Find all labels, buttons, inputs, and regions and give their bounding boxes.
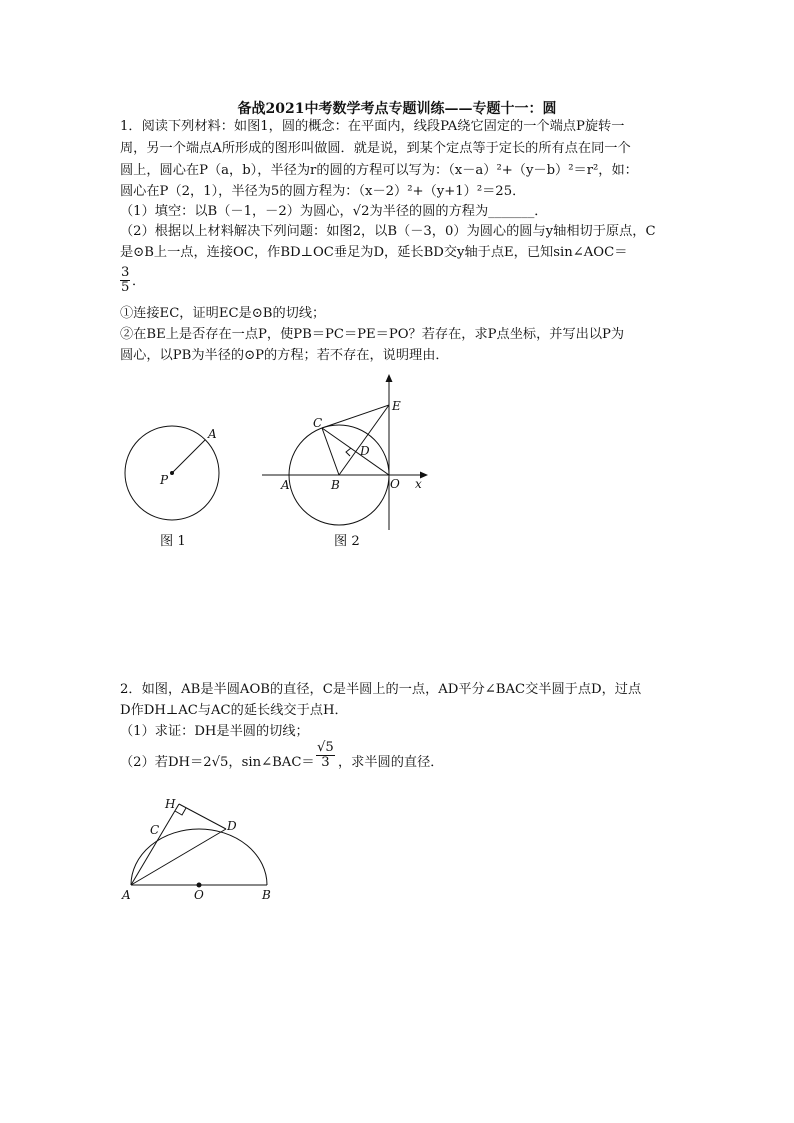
q1-line-2: 周，另一个端点A所形成的图形叫做圆．就是说，到某个定点等于定长的所有点在同一个: [120, 141, 631, 156]
fig2-segment-CE: [322, 405, 389, 428]
q1-line-5: （1）填空：以B（－1，－2）为圆心，√2为半径的圆的方程为_______．: [120, 204, 548, 219]
q2-label-O: O: [194, 888, 204, 902]
fig2-label-C: C: [313, 416, 323, 430]
fig2-caption: 图 2: [334, 534, 360, 549]
page-title: 备战2021中考数学考点专题训练——专题十一：圆: [237, 101, 557, 117]
q1-sub-question-2a: ②在BE上是否存在一点P，使PB＝PC＝PE＝PO？若存在，求P点坐标，并写出以P为: [120, 327, 625, 342]
fig2-label-D: D: [360, 444, 370, 458]
fig1-label-P: P: [160, 473, 169, 487]
q2-sub-question-1: （1）求证：DH是半圆的切线；: [120, 724, 309, 739]
q1-line-7: 是⊙B上一点，连接OC，作BD⊥OC垂足为D，延长BD交y轴于点E，已知sin∠AOC＝: [120, 245, 628, 260]
figure-q2: [115, 790, 285, 905]
q2-label-C: C: [150, 823, 160, 837]
figure-1: [110, 410, 250, 530]
q2-label-D: D: [227, 819, 237, 833]
q1-fraction-tail: ．: [132, 274, 146, 289]
fig2-label-A: A: [281, 478, 290, 492]
q2-line-2: D作DH⊥AC与AC的延长线交于点H．: [120, 703, 348, 718]
q1-fraction-numerator: 3: [121, 265, 130, 280]
q2-line-AH: [131, 804, 179, 885]
q1-line-6: （2）根据以上材料解决下列问题：如图2，以B（－3，0）为圆心的圆与y轴相切于原点，C: [120, 224, 656, 239]
fig2-right-angle-mark: [346, 448, 351, 456]
q2-label-H: H: [165, 797, 176, 811]
fig2-label-B: B: [331, 478, 340, 492]
fig2-label-E: E: [392, 399, 401, 413]
fig2-segment-CB: [322, 428, 339, 475]
q2-fraction-numerator: √5: [317, 740, 334, 755]
q2-center-dot: [197, 883, 202, 888]
fig2-y-axis-arrow: [386, 374, 393, 382]
q2-right-angle-mark: [175, 808, 186, 815]
q2-line-1: 2．如图，AB是半圆AOB的直径，C是半圆上的一点，AD平分∠BAC交半圆于点D，过点: [120, 682, 642, 697]
q2-label-A: A: [122, 888, 131, 902]
fig1-center-dot: [170, 471, 174, 475]
q1-sub-question-1: ①连接EC，证明EC是⊙B的切线；: [120, 306, 326, 321]
fig1-radius-PA: [172, 440, 205, 473]
q1-fraction-denominator: 5: [121, 280, 130, 295]
q2-sub-question-2-suffix: ，求半圆的直径．: [338, 755, 444, 770]
q2-label-B: B: [262, 888, 271, 902]
q2-sub-question-2-prefix: （2）若DH＝2√5，sin∠BAC＝: [120, 755, 315, 770]
fig2-label-x: x: [415, 477, 422, 491]
q1-line-1: 1．阅读下列材料：如图1，圆的概念：在平面内，线段PA绕它固定的一个端点P旋转一: [120, 119, 625, 134]
q2-line-AD: [131, 829, 226, 885]
q1-sin-fraction: [120, 266, 130, 295]
q2-line-HD: [179, 804, 226, 829]
fig1-caption: 图 1: [160, 534, 186, 549]
q2-fraction-denominator: 3: [321, 755, 330, 770]
fig2-label-O: O: [390, 477, 400, 491]
q1-line-4: 圆心在P（2，1），半径为5的圆方程为：（x－2）²+（y+1）²＝25．: [120, 184, 526, 199]
q1-line-3: 圆上，圆心在P（a，b），半径为r的圆的方程可以写为：（x－a）²+（y－b）²＝r²，如：: [120, 163, 638, 178]
fig2-segment-BE: [339, 405, 389, 475]
figure-2: [255, 370, 435, 535]
q1-sub-question-2b: 圆心，以PB为半径的⊙P的方程；若不存在，说明理由．: [120, 348, 449, 363]
q2-sin-fraction: [316, 741, 335, 770]
fig1-label-A: A: [208, 427, 217, 441]
q2-semicircle-arc: [131, 829, 267, 885]
